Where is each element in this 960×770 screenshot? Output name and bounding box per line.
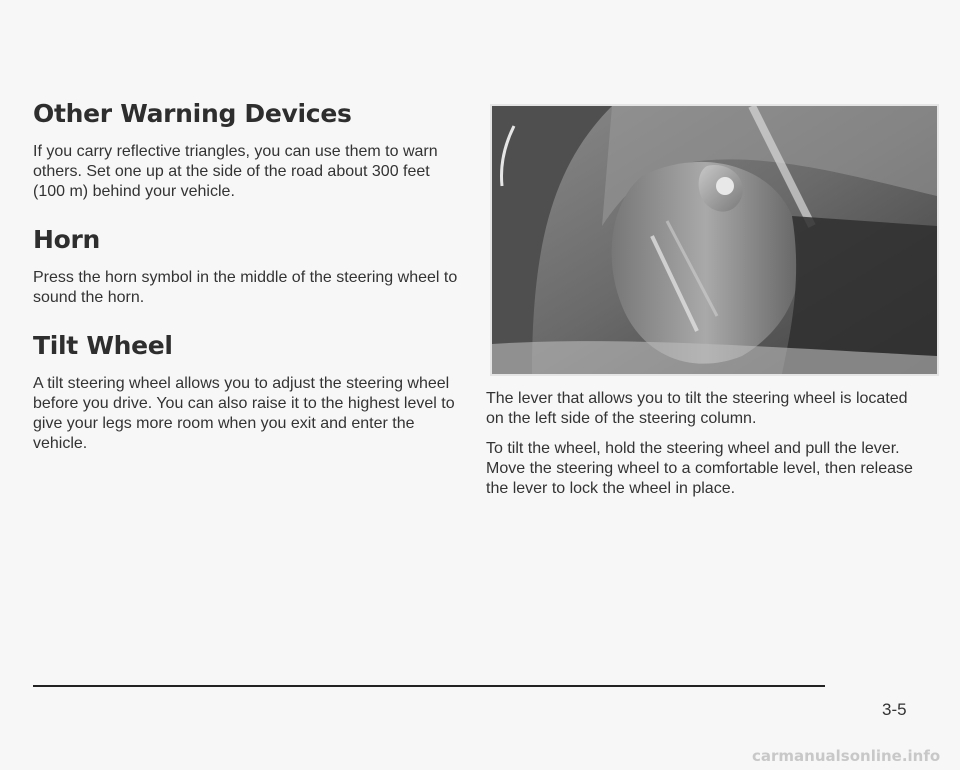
site-watermark: carmanualsonline.info	[752, 747, 941, 765]
section-tilt-wheel	[33, 330, 458, 454]
steering-column-photo	[490, 104, 939, 376]
page-number: 3-5	[882, 700, 907, 719]
caption-tilt-instructions: To tilt the wheel, hold the steering wheel and pull the lever. Move the steering wheel to a comfortable level, then release the lever to lock the wheel in place.	[486, 440, 913, 497]
body-other-warning-devices: If you carry reflective triangles, you can use them to warn others. Set one up at the side of the road about 300 feet (100 m) behind your vehicle.	[33, 143, 438, 200]
heading-other-warning-devices: Other Warning Devices	[33, 99, 352, 128]
body-tilt-wheel: A tilt steering wheel allows you to adjust the steering wheel before you drive. You can also raise it to the highest level to give your legs more room when you exit and enter the vehicle.	[33, 375, 455, 452]
tilt-lever-image	[492, 106, 937, 374]
heading-tilt-wheel: Tilt Wheel	[33, 331, 173, 360]
section-other-warning-devices	[33, 98, 458, 202]
right-column	[469, 104, 919, 499]
section-horn	[33, 224, 458, 308]
heading-horn: Horn	[33, 225, 101, 254]
left-column	[33, 98, 458, 476]
footer-rule	[33, 685, 825, 687]
body-horn: Press the horn symbol in the middle of the steering wheel to sound the horn.	[33, 269, 458, 306]
caption-tilt-lever-location: The lever that allows you to tilt the steering wheel is located on the left side of the steering column.	[486, 390, 908, 427]
